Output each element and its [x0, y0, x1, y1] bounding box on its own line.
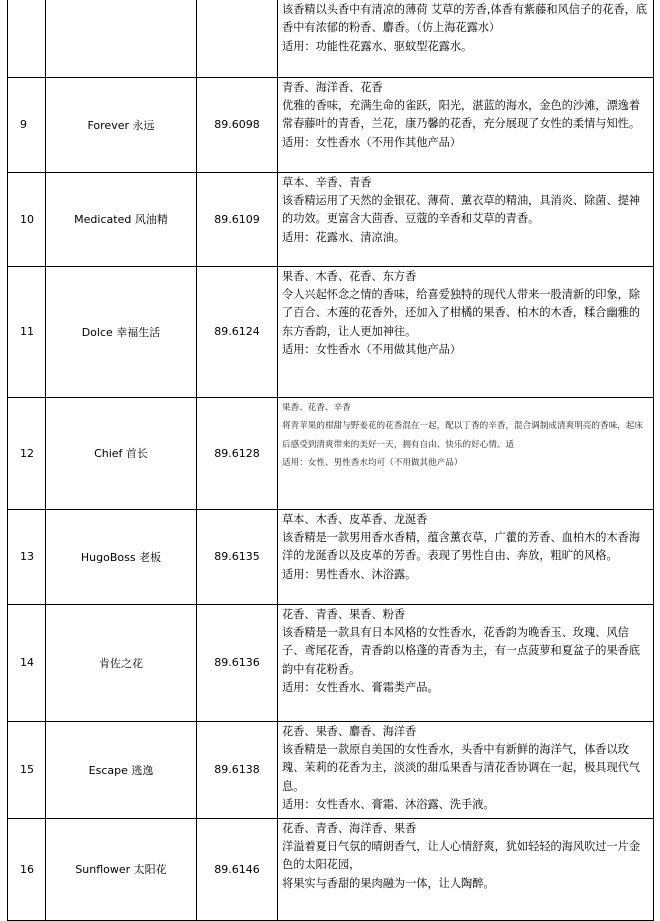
fragrance-description — [278, 818, 654, 920]
fragrance-code: 89.6109 — [197, 172, 278, 266]
fragrance-description — [278, 0, 654, 77]
description-line: 适用：女性香水（不用做其他产品） — [282, 343, 462, 357]
description-line: 适用：女性香水、膏霜、沐浴露、洗手液。 — [282, 798, 495, 812]
row-number: 9 — [8, 77, 46, 172]
description-line: 该香精是一款原自美国的女性香水，头香中有新鲜的海洋气，体香以玫瑰、茉莉的花香为主，淡淡的甜瓜果香与清花香协调在一起，极具现代气息。 — [282, 742, 641, 793]
fragrance-name: Escape 逃逸 — [46, 721, 197, 818]
fragrance-code: 89.6135 — [197, 509, 278, 604]
description-line: 花香、果香、麝香、海洋香 — [282, 724, 417, 738]
fragrance-code: 89.6124 — [197, 266, 278, 397]
row-number: 13 — [8, 509, 46, 604]
fragrance-table — [7, 0, 654, 921]
row-number: 15 — [8, 721, 46, 818]
description-line: 适用：女性香水（不用作其他产品） — [282, 135, 462, 149]
row-number: 14 — [8, 604, 46, 721]
description-line: 草本、辛香、青香 — [282, 175, 372, 189]
description-line: 花香、青香、海洋香、果香 — [282, 821, 417, 835]
table-row — [8, 818, 654, 920]
table-row — [8, 266, 654, 397]
description-line: 该香精运用了天然的金银花、薄荷、薰衣草的精油，具消炎、除菌、提神的功效。更富含大茴香、豆蔻的辛香和艾草的青香。 — [282, 193, 641, 226]
fragrance-description — [278, 721, 654, 818]
row-number: 11 — [8, 266, 46, 397]
description-line: 青香、海洋香、花香 — [282, 80, 383, 94]
row-number: 12 — [8, 397, 46, 509]
table-row — [8, 77, 654, 172]
description-line: 优雅的香味，充满生命的雀跃，阳光，湛蓝的海水，金色的沙滩，漂逸着常春藤叶的青香，兰花，康乃馨的花香，充分展现了女性的柔情与知性。 — [282, 98, 641, 131]
fragrance-name: Dolce 幸福生活 — [46, 266, 197, 397]
description-line: 适用：女性、男性香水均可（不用做其他产品） — [282, 458, 463, 468]
fragrance-name: HugoBoss 老板 — [46, 509, 197, 604]
description-line: 花香、青香、果香、粉香 — [282, 607, 406, 621]
fragrance-table-sheet — [7, 0, 654, 921]
table-row — [8, 172, 654, 266]
description-line: 适用：功能性花露水、驱蚊型花露水。 — [282, 39, 473, 53]
table-row — [8, 721, 654, 818]
description-line: 适用：女性香水、膏霜类产品。 — [282, 681, 439, 695]
description-line: 果香、木香、花香、东方香 — [282, 269, 417, 283]
description-line: 该香精是一款具有日本风格的女性香水，花香韵为晚香玉、玫瑰、风信子、鸢尾花香，青香韵以格蓬的青香为主，有一点菠萝和夏盆子的果香底韵中有花粉香。 — [282, 625, 641, 676]
description-line: 该香精以头香中有清凉的薄荷 艾草的芳香,体香有紫藤和风信子的花香，底香中有浓郁的粉香、麝香。（仿上海花露水） — [282, 3, 648, 35]
description-line: 适用：男性香水、沐浴露。 — [282, 567, 417, 581]
description-line: 适用：花露水、清凉油。 — [282, 230, 406, 244]
fragrance-name: Chief 首长 — [46, 397, 197, 509]
row-number: 10 — [8, 172, 46, 266]
fragrance-name: Forever 永远 — [46, 77, 197, 172]
fragrance-code: 89.6138 — [197, 721, 278, 818]
table-row — [8, 0, 654, 77]
description-line: 洋溢着夏日气氛的晴朗香气，让人心情舒爽，犹如轻轻的海风吹过一片金色的太阳花园， — [282, 839, 641, 872]
description-line: 草本、木香、皮革香、龙涎香 — [282, 512, 428, 526]
fragrance-code — [197, 0, 278, 77]
fragrance-name — [46, 0, 197, 77]
fragrance-name: Sunflower 太阳花 — [46, 818, 197, 920]
fragrance-code: 89.6128 — [197, 397, 278, 509]
fragrance-description — [278, 77, 654, 172]
description-line: 该香精是一款男用香水香精，蕴含薰衣草，广藿的芳香、血柏木的木香海洋的龙涎香以及皮革的芳香。表现了男性自由、奔放，粗旷的风格。 — [282, 530, 641, 563]
fragrance-name: 肯佐之花 — [46, 604, 197, 721]
fragrance-code: 89.6146 — [197, 818, 278, 920]
description-line: 果香、花香、辛香 — [282, 402, 351, 413]
fragrance-code: 89.6136 — [197, 604, 278, 721]
fragrance-description — [278, 172, 654, 266]
description-line: 将青苹果的柑甜与野姜花的花香混在一起，配以丁香的辛香，混合调制成清爽明亮的香味，起床后感受到清爽带来的美好一天，拥有自由、快乐的好心情。适 — [282, 421, 643, 450]
table-row — [8, 397, 654, 509]
row-number: 16 — [8, 818, 46, 920]
table-row — [8, 509, 654, 604]
description-line: 将果实与香甜的果肉融为一体，让人陶醉。 — [282, 876, 495, 890]
fragrance-code: 89.6098 — [197, 77, 278, 172]
description-line: 令人兴起怀念之情的香味，给喜爱独特的现代人带来一股清新的印象，除了百合、木莲的花香外，还加入了柑橘的果香、柏木的木香，糅合幽雅的东方香韵，让人更加神往。 — [282, 287, 641, 338]
fragrance-description — [278, 509, 654, 604]
fragrance-description — [278, 266, 654, 397]
table-row — [8, 604, 654, 721]
fragrance-name: Medicated 风油精 — [46, 172, 197, 266]
fragrance-description — [278, 604, 654, 721]
row-number — [8, 0, 46, 77]
fragrance-description — [278, 397, 654, 509]
